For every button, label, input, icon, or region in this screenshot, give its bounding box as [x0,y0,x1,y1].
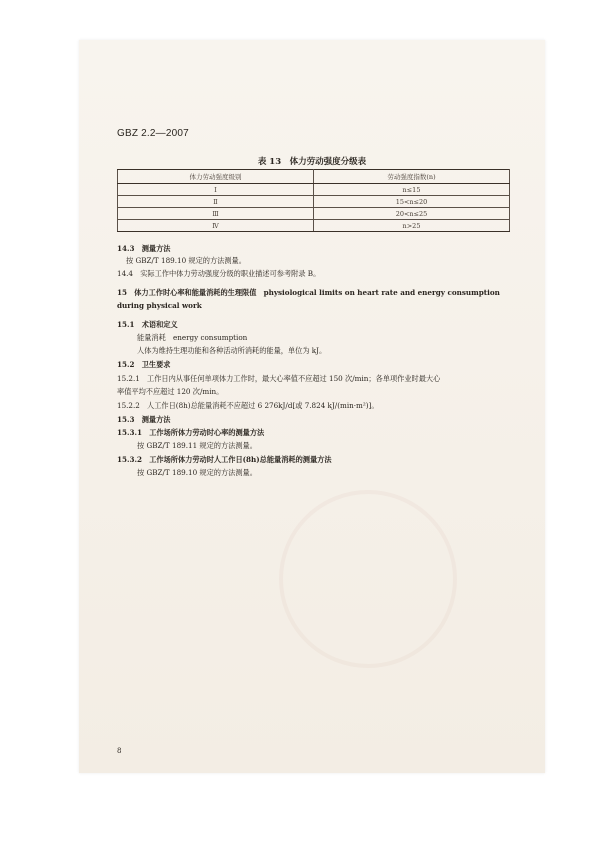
body-text: 14.4 实际工作中体力劳动强度分级的职业描述可参考附录 B。 [117,269,321,278]
body-text: 率值平均不应超过 120 次/min。 [117,387,224,396]
section-heading-continued: during physical work [117,301,202,310]
watermark-seal [279,490,457,668]
body-text: 按 GBZ/T 189.10 规定的方法测量。 [137,468,257,477]
table-cell: Ⅲ [118,208,314,220]
term-definition: 人体为维持生理功能和各种活动所消耗的能量，单位为 kJ。 [137,346,327,355]
table-row [118,196,510,208]
table-header-cell: 劳动强度指数(n) [314,170,510,184]
table-cell: 15<n≤20 [314,196,510,208]
section-heading: 15.1 术语和定义 [117,320,178,329]
table-cell: n≤15 [314,184,510,196]
table-title: 表 13 体力劳动强度分级表 [257,157,367,167]
body-text: 15.2.2 人工作日(8h)总能量消耗不应超过 6 276kJ/d[或 7.824 kJ/(min·m²)]。 [117,401,379,410]
table-cell: Ⅱ [118,196,314,208]
section-heading: 15.3 测量方法 [117,415,171,424]
table-row [118,184,510,196]
document-page [79,40,545,773]
standard-number: GBZ 2.2—2007 [117,128,189,139]
table-row [118,220,510,232]
section-heading: 15 体力工作时心率和能量消耗的生理限值 physiological limits on heart rate and energy consumption [117,288,500,297]
table-header-row [118,170,510,184]
table-cell: Ⅳ [118,220,314,232]
section-heading: 15.3.1 工作场所体力劳动时心率的测量方法 [117,428,265,437]
table-cell: Ⅰ [118,184,314,196]
table-header-cell: 体力劳动强度级别 [118,170,314,184]
section-heading: 15.2 卫生要求 [117,360,171,369]
section-heading: 14.3 测量方法 [117,244,171,253]
body-text: 按 GBZ/T 189.10 规定的方法测量。 [126,256,246,265]
page-number: 8 [117,747,122,755]
table-cell: n>25 [314,220,510,232]
body-text: 按 GBZ/T 189.11 规定的方法测量。 [137,441,257,450]
section-heading: 15.3.2 工作场所体力劳动时人工作日(8h)总能量消耗的测量方法 [117,455,332,464]
term-entry: 能量消耗 energy consumption [137,333,248,342]
intensity-grade-table [117,169,510,232]
table-row [118,208,510,220]
body-text: 15.2.1 工作日内从事任何单项体力工作时，最大心率值不应超过 150 次/min；各单项作业时最大心 [117,374,441,383]
table-cell: 20<n≤25 [314,208,510,220]
